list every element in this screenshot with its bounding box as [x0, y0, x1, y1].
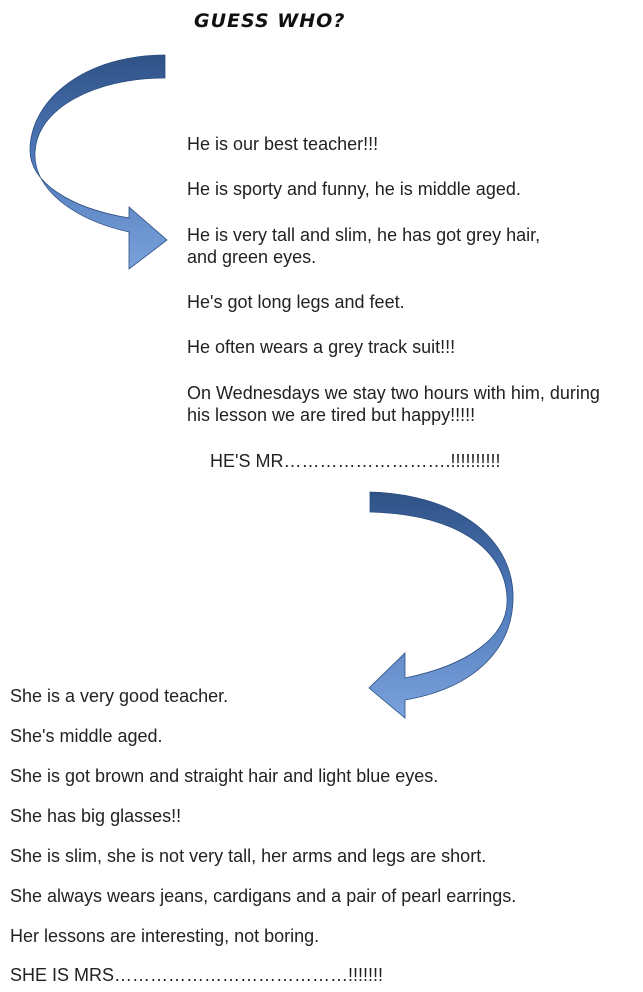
curved-arrow-icon [365, 488, 520, 723]
clue-line: He often wears a grey track suit!!! [187, 337, 456, 357]
clue-line: She is a very good teacher. [10, 686, 229, 706]
clue-line: She is got brown and straight hair and light blue eyes. [10, 766, 439, 786]
clue-line: On Wednesdays we stay two hours with him, during [187, 383, 600, 403]
clue-line: and green eyes. [187, 247, 317, 267]
clue-line: his lesson we are tired but happy!!!!! [187, 405, 476, 425]
clue-line: She's middle aged. [10, 726, 163, 746]
clue-line: She always wears jeans, cardigans and a pair of pearl earrings. [10, 886, 517, 906]
clue-line: He is sporty and funny, he is middle aged. [187, 179, 521, 199]
curved-arrow-icon [25, 50, 175, 275]
answer-line-mrs: SHE IS MRS…………………………………!!!!!!! [10, 965, 384, 985]
clue-line: She has big glasses!! [10, 806, 182, 826]
clue-line: He is our best teacher!!! [187, 134, 379, 154]
clue-line: He's got long legs and feet. [187, 292, 405, 312]
clue-line: Her lessons are interesting, not boring. [10, 926, 320, 946]
clue-line: He is very tall and slim, he has got grey hair, [187, 225, 541, 245]
answer-line-mr: HE'S MR……………………….!!!!!!!!!! [210, 451, 501, 471]
page-title: GUESS WHO? [194, 10, 346, 32]
clue-line: She is slim, she is not very tall, her arms and legs are short. [10, 846, 487, 866]
